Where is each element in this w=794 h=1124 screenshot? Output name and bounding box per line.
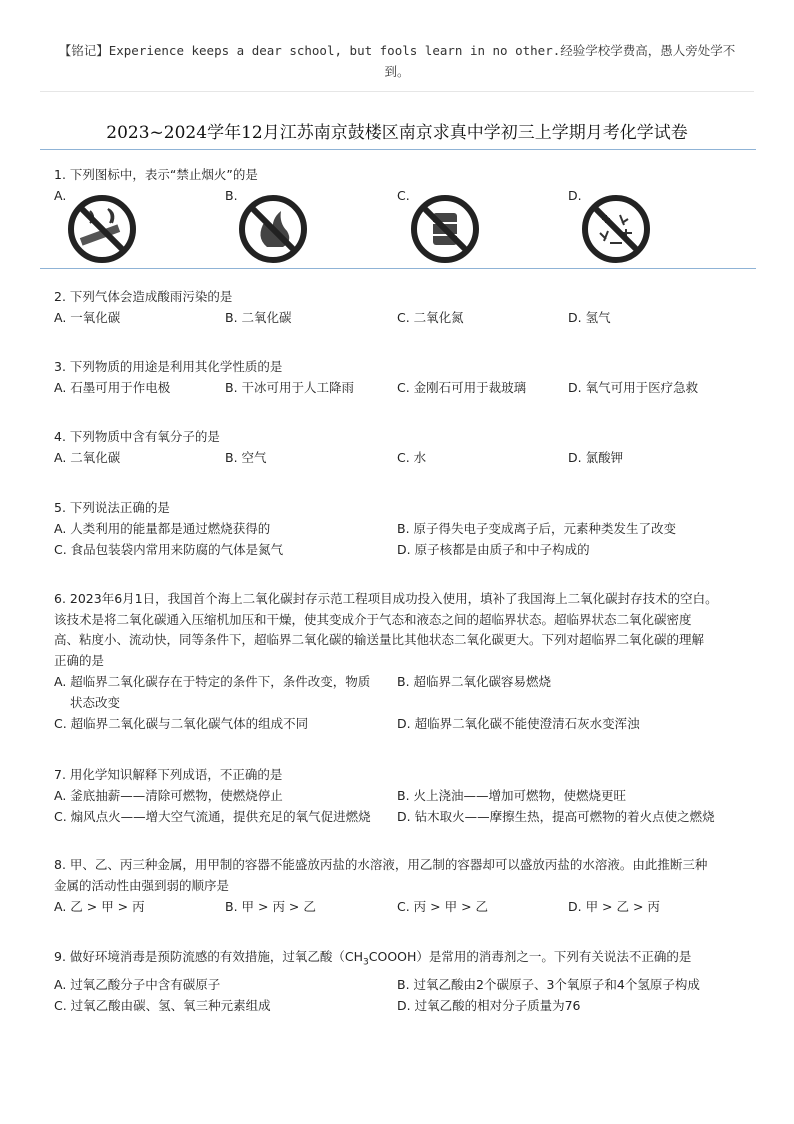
stem-part: COOOH）是常用的消毒剂之一。下列有关说法不正确的是 bbox=[368, 949, 692, 964]
option-a[interactable]: A. 釜底抽薪——清除可燃物，使燃烧停止 bbox=[54, 788, 283, 803]
option-d[interactable]: D. 钻木取火——摩擦生热，提高可燃物的着火点使之燃烧 bbox=[397, 809, 715, 824]
option-c[interactable]: C. 金刚石可用于裁玻璃 bbox=[397, 380, 527, 395]
option-d[interactable]: D. 过氧乙酸的相对分子质量为76 bbox=[397, 997, 581, 1013]
question-stem bbox=[54, 946, 760, 974]
option-a-line-1: A. 超临界二氧化碳存在于特定的条件下，条件改变，物质 bbox=[54, 674, 371, 689]
question-6 bbox=[54, 589, 760, 734]
question-1 bbox=[54, 164, 760, 265]
option-label: B. bbox=[225, 188, 238, 203]
question-stem: 2. 下列气体会造成酸雨污染的是 bbox=[54, 289, 233, 304]
option-b[interactable]: B. 火上浇油——增加可燃物，使燃烧更旺 bbox=[397, 788, 627, 803]
option-b[interactable]: B. 二氧化碳 bbox=[225, 310, 292, 325]
option-a[interactable]: A. 二氧化碳 bbox=[54, 450, 121, 465]
option-label: A. bbox=[54, 188, 67, 203]
option-d[interactable]: D. 氯酸钾 bbox=[568, 450, 624, 465]
question-7 bbox=[54, 764, 760, 827]
no-fire-icon bbox=[237, 193, 309, 265]
question-stem: 1. 下列图标中，表示“禁止烟火”的是 bbox=[54, 167, 258, 182]
option-b[interactable]: B. 过氧乙酸由2个碳原子、3个氧原子和4个氢原子构成 bbox=[397, 976, 700, 992]
option-d[interactable]: D. 甲 > 乙 > 丙 bbox=[568, 899, 660, 914]
question-stem-line: 该技术是将二氧化碳通入压缩机加压和干燥，使其变成介于气态和液态之间的超临界状态。超临界状态二氧化碳密度 bbox=[54, 611, 692, 627]
formula-subscript: 3 bbox=[363, 957, 369, 968]
section-divider bbox=[40, 268, 756, 269]
option-d[interactable]: D. 氢气 bbox=[568, 310, 611, 325]
question-5 bbox=[54, 497, 760, 560]
question-2 bbox=[54, 286, 760, 328]
option-a[interactable]: A. 过氧乙酸分子中含有碳原子 bbox=[54, 976, 221, 992]
option-c[interactable]: C. 食品包装袋内常用来防腐的气体是氮气 bbox=[54, 542, 284, 557]
option-c[interactable]: C. 过氧乙酸由碳、氢、氧三种元素组成 bbox=[54, 997, 271, 1013]
option-label: C. bbox=[397, 188, 410, 203]
option-b[interactable]: B. 甲 > 丙 > 乙 bbox=[225, 899, 316, 914]
question-stem-line: 高、粘度小、流动快，同等条件下，超临界二氧化碳的输送量比其他状态二氧化碳更大。下列对超临界二氧化碳的理解 bbox=[54, 632, 705, 647]
option-c[interactable]: C. 水 bbox=[397, 450, 427, 465]
question-stem: 7. 用化学知识解释下列成语，不正确的是 bbox=[54, 767, 283, 782]
question-4 bbox=[54, 426, 760, 468]
option-a[interactable]: A. 一氧化碳 bbox=[54, 310, 121, 325]
option-c[interactable]: C. 超临界二氧化碳与二氧化碳气体的组成不同 bbox=[54, 716, 309, 731]
option-label: D. bbox=[568, 188, 582, 203]
option-c[interactable]: C. 丙 > 甲 > 乙 bbox=[397, 899, 489, 914]
motto-header bbox=[40, 40, 754, 82]
motto-line-2: 到。 bbox=[384, 64, 410, 79]
no-fireworks-icon bbox=[580, 193, 652, 265]
option-b[interactable]: B. 原子得失电子变成离子后，元素种类发生了改变 bbox=[397, 521, 677, 536]
option-a[interactable]: A. 乙 > 甲 > 丙 bbox=[54, 899, 145, 914]
option-c[interactable]: C. 二氧化氮 bbox=[397, 310, 464, 325]
question-stem-line: 8. 甲、乙、丙三种金属，用甲制的容器不能盛放丙盐的水溶液，用乙制的容器却可以盛放丙盐的水溶液。由此推断三种 bbox=[54, 857, 708, 872]
header-divider bbox=[40, 91, 754, 92]
question-3 bbox=[54, 356, 760, 398]
option-a[interactable] bbox=[54, 671, 370, 713]
title-divider bbox=[40, 149, 756, 150]
option-b[interactable]: B. 干冰可用于人工降雨 bbox=[225, 380, 355, 395]
question-stem: 5. 下列说法正确的是 bbox=[54, 500, 170, 515]
option-d[interactable]: D. 超临界二氧化碳不能使澄清石灰水变浑浊 bbox=[397, 716, 640, 731]
question-stem-line: 正确的是 bbox=[54, 652, 105, 668]
option-a[interactable]: A. 石墨可用于作电极 bbox=[54, 380, 171, 395]
option-b[interactable]: B. 超临界二氧化碳容易燃烧 bbox=[397, 674, 552, 689]
question-stem-line: 6. 2023年6月1日，我国首个海上二氧化碳封存示范工程项目成功投入使用，填补了我国海上二氧化碳封存技术的空白。 bbox=[54, 591, 718, 606]
option-a-line-2: 状态改变 bbox=[70, 695, 121, 710]
stem-part: 9. 做好环境消毒是预防流感的有效措施，过氧乙酸（CH bbox=[54, 949, 364, 964]
question-8 bbox=[54, 855, 760, 917]
no-smoking-icon bbox=[66, 193, 138, 265]
question-stem: 3. 下列物质的用途是利用其化学性质的是 bbox=[54, 359, 283, 374]
option-d[interactable]: D. 原子核都是由质子和中子构成的 bbox=[397, 542, 590, 557]
option-a[interactable]: A. 人类利用的能量都是通过燃烧获得的 bbox=[54, 521, 271, 536]
question-stem-line: 金属的活动性由强到弱的顺序是 bbox=[54, 877, 230, 893]
motto-line-1: 【铭记】Experience keeps a dear school, but fools learn in no other.经验学校学费高，愚人旁处学不 bbox=[58, 43, 736, 58]
question-stem: 4. 下列物质中含有氧分子的是 bbox=[54, 429, 220, 444]
question-9 bbox=[54, 946, 760, 1016]
option-c[interactable]: C. 煽风点火——增大空气流通，提供充足的氧气促进燃烧 bbox=[54, 809, 371, 824]
option-d[interactable]: D. 氧气可用于医疗急救 bbox=[568, 380, 699, 395]
no-oil-drum-icon bbox=[409, 193, 481, 265]
page-title: 2023~2024学年12月江苏南京鼓楼区南京求真中学初三上学期月考化学试卷 bbox=[106, 123, 688, 143]
option-b[interactable]: B. 空气 bbox=[225, 450, 267, 465]
